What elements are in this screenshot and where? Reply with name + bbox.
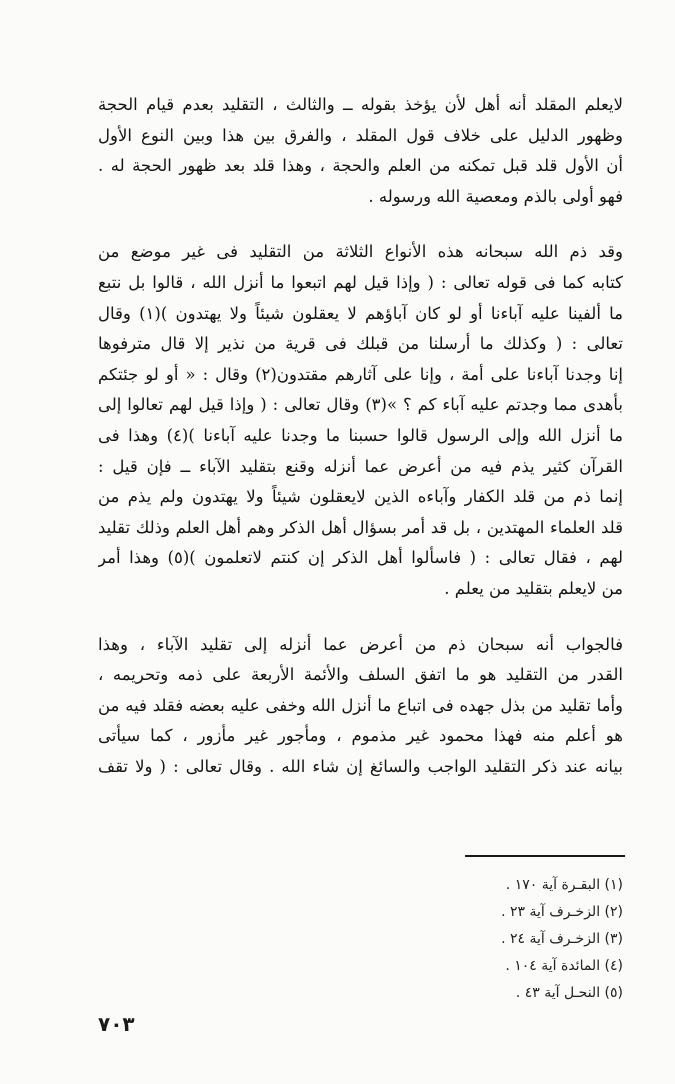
footnotes xyxy=(363,872,623,1007)
footnote-3: (٣) الزخـرف آية ٢٤ . xyxy=(501,931,623,947)
text-line: وقد ذم الله سبحانه هذه الأنواع الثلاثة من التقليد فى غير موضع من xyxy=(98,242,623,262)
footnote-1: (١) البقـرة آية ١٧٠ . xyxy=(505,877,623,893)
paragraph-2 xyxy=(98,237,623,604)
text-line: القدر من التقليد هو ما اتفق السلف والأئمة الأربعة على ذمه وتحريمه ، xyxy=(98,665,623,685)
text-line: لايعلم المقلد أنه أهل لأن يؤخذ بقوله ــ والثالث ، التقليد بعدم قيام الحجة xyxy=(98,95,623,114)
paragraph-gap xyxy=(98,605,623,630)
footnote-5: (٥) النحـل آية ٤٣ . xyxy=(515,985,623,1001)
text-line: فهو أولى بالذم ومعصية الله ورسوله . xyxy=(368,186,623,206)
text-line: بأهدى مما وجدتم عليه آباء كم ؟ »(٣) وقال تعالى : ( وإذا قيل لهم تعالوا إلى xyxy=(98,395,623,415)
footnote-4: (٤) المائدة آية ١٠٤ . xyxy=(505,958,623,974)
text-line: القرآن كثير يذم فيه من أعرض عما أنزله وقنع بتقليد الآباء ــ فإن قيل : xyxy=(98,456,623,476)
page-number: ٧٠٣ xyxy=(98,1012,135,1036)
text-line: تعالى : ( وكذلك ما أرسلنا من قبلك فى قرية من نذير إلا قال مترفوها xyxy=(98,334,623,354)
text-line: ما أنزل الله وإلى الرسول قالوا حسبنا ما وجدنا عليه آباءنا )(٤) وهذا فى xyxy=(98,425,623,445)
footnote-divider xyxy=(465,855,625,857)
text-line: إنا وجدنا آباءنا على أمة ، وإنا على آثارهم مقتدون(٢) وقال : « أو لو جئتكم xyxy=(98,364,623,384)
paragraph-3 xyxy=(98,630,623,783)
text-line: ما ألفينا عليه آباءنا أو لو كان آباؤهم لا يعقلون شيئاً ولا يهتدون )(١) وقال xyxy=(98,303,623,323)
text-line: قلد العلماء المهتدين ، بل قد أمر بسؤال أهل الذكر وهم أهل العلم وذلك تقليد xyxy=(98,517,623,537)
text-line: فالجواب أنه سبحان ذم من أعرض عما أنزله إلى تقليد الآباء ، وهذا xyxy=(98,634,623,654)
paragraph-gap xyxy=(98,212,623,237)
paragraph-1 xyxy=(98,90,623,212)
text-line: بيانه عند ذكر التقليد الواجب والسائغ إن شاء الله . وقال تعالى : ( ولا تقف xyxy=(98,756,623,776)
text-line: كتابه كما فى قوله تعالى : ( وإذا قيل لهم اتبعوا ما أنزل الله ، قالوا بل نتبع xyxy=(98,272,623,292)
text-line: هو أعلم منه فهذا محمود غير مذموم ، ومأجور غير مأزور ، كما سيأتى xyxy=(98,726,623,746)
footnote-2: (٢) الزخـرف آية ٢٣ . xyxy=(501,904,623,920)
text-line: لهم ، فقال تعالى : ( فاسألوا أهل الذكر إن كنتم لاتعلمون )(٥) وهذا أمر xyxy=(98,548,623,568)
main-text xyxy=(98,90,623,782)
text-line: أن الأول قلد قبل تمكنه من العلم والحجة ، وهذا قلد بعد ظهور الحجة له . xyxy=(98,156,623,176)
text-line: وظهور الدليل على خلاف قول المقلد ، والفرق بين هذا وبين النوع الأول xyxy=(98,125,623,145)
text-line: وأما تقليد من بذل جهده فى اتباع ما أنزل الله وخفى عليه بعضه فقلد فيه من xyxy=(98,695,623,715)
text-line: إنما ذم من قلد الكفار وآباءه الذين لايعقلون شيئاً ولا يهتدون ولم يذم من xyxy=(98,487,623,507)
text-line: من لايعلم بتقليد من يعلم . xyxy=(444,578,623,598)
